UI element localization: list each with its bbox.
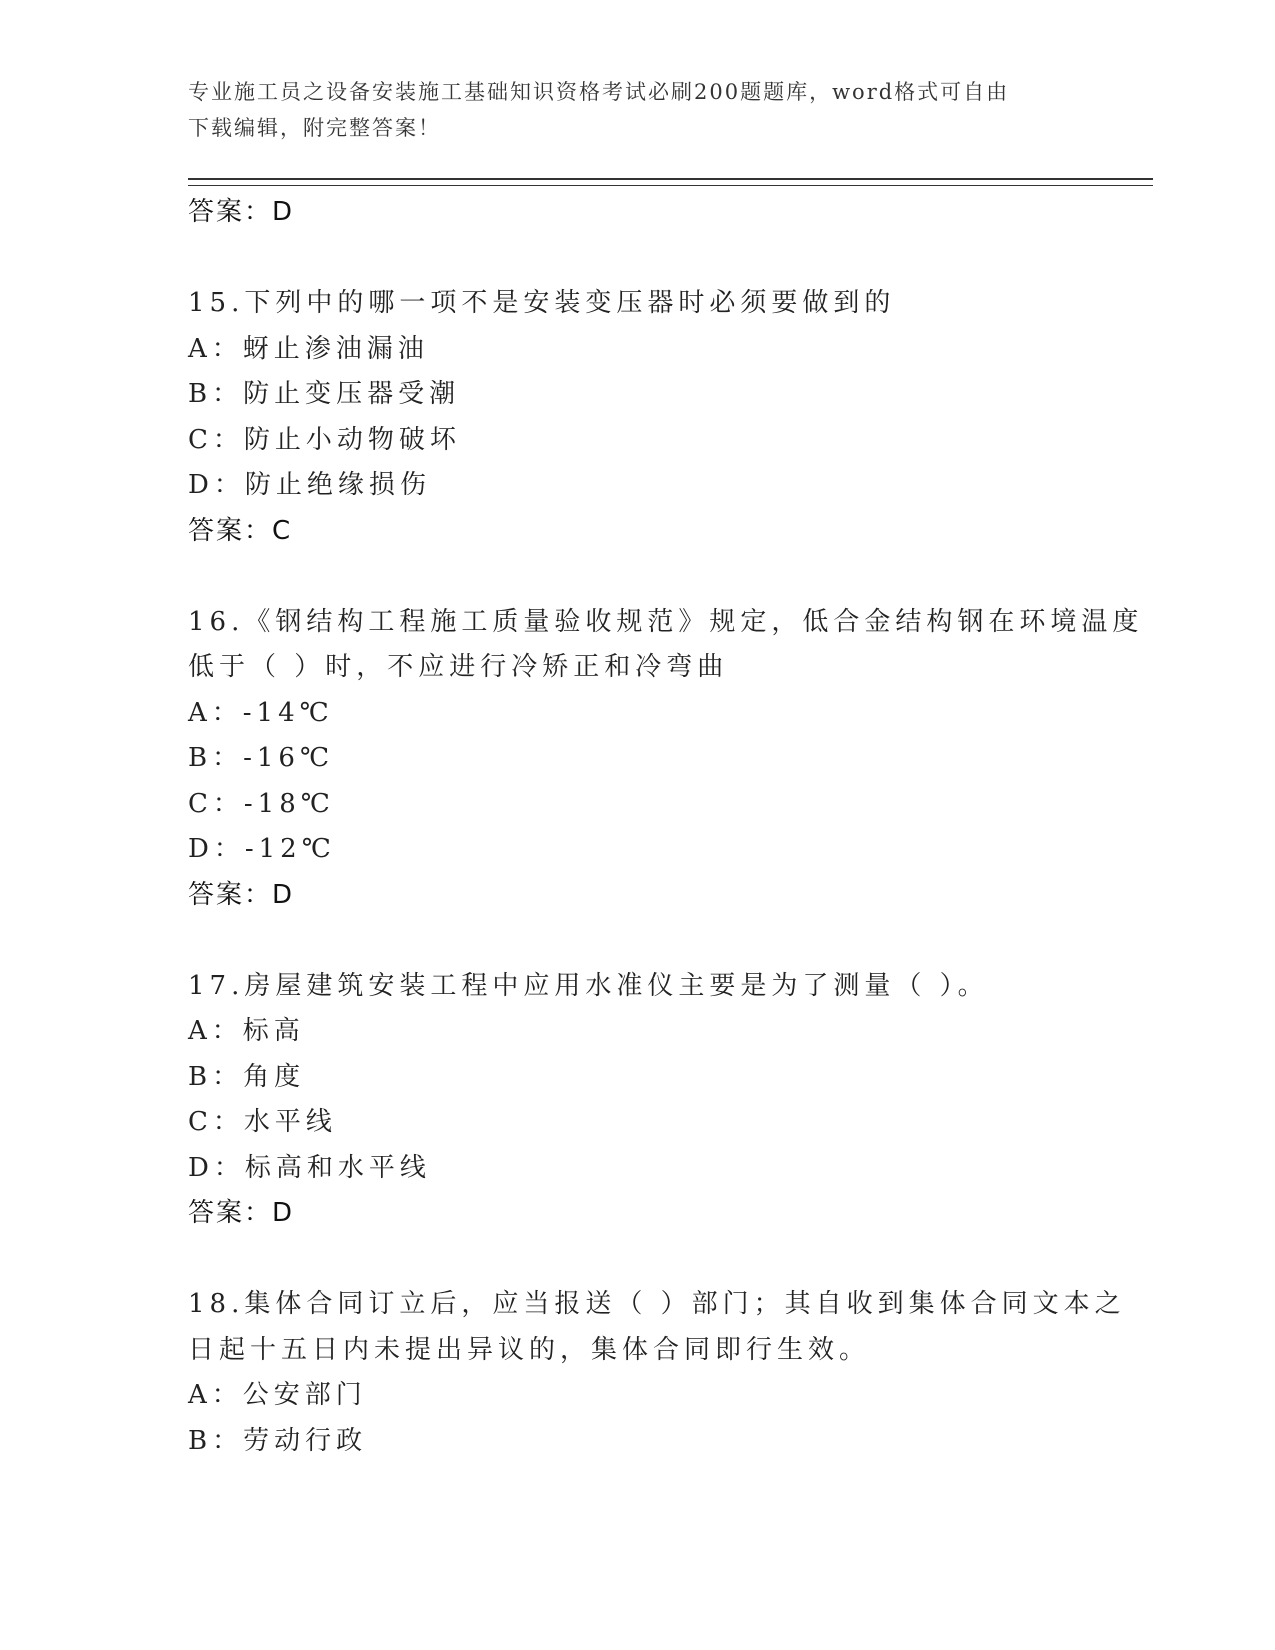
spacer [188, 918, 1128, 964]
option-b: B：角度 [188, 1061, 306, 1092]
option-b: B：-16℃ [188, 743, 335, 773]
question-block [188, 281, 1128, 554]
header-line-1: 专业施工员之设备安装施工基础知识资格考试必刷200题题库，word格式可自由 [188, 80, 1010, 104]
option-a: A：标高 [188, 1016, 305, 1046]
question-stem: 17.房屋建筑安装工程中应用水准仪主要是为了测量（ ）。 [188, 970, 989, 1001]
option-c: C：防止小动物破坏 [188, 424, 461, 455]
option-b: B：防止变压器受潮 [188, 379, 461, 409]
question-content [188, 190, 1144, 1464]
option-a: A：公安部门 [188, 1380, 367, 1410]
answer-line: 答案：D [188, 879, 295, 910]
option-b: B：劳动行政 [188, 1425, 368, 1456]
header-divider [188, 178, 1153, 186]
spacer [188, 236, 1128, 282]
spacer [188, 1237, 1128, 1283]
question-block [188, 964, 1128, 1237]
question-block [188, 600, 1144, 919]
question-stem: 15.下列中的哪一项不是安装变压器时必须要做到的 [188, 288, 896, 318]
question-stem-continued: 低于（ ）时，不应进行冷矫正和冷弯曲 [188, 652, 729, 682]
answer-line: 答案：D [188, 1198, 295, 1228]
option-d: D：防止绝缘损伤 [188, 470, 431, 500]
spacer [188, 554, 1128, 600]
option-c: C：-18℃ [188, 788, 335, 819]
answer-line: 答案：D [188, 197, 295, 227]
question-block [188, 1282, 1128, 1464]
question-stem: 16.《钢结构工程施工质量验收规范》规定，低合金结构钢在环境温度 [188, 606, 1144, 637]
answer-line: 答案：C [188, 515, 293, 546]
option-c: C：水平线 [188, 1107, 337, 1137]
option-d: D：-12℃ [188, 834, 336, 864]
document-header [188, 74, 1068, 146]
question-stem-continued: 日起十五日内未提出异议的，集体合同即行生效。 [188, 1334, 871, 1365]
option-a: A：蚜止渗油漏油 [188, 333, 429, 364]
question-stem: 18.集体合同订立后，应当报送（ ）部门；其自收到集体合同文本之 [188, 1289, 1126, 1319]
option-d: D：标高和水平线 [188, 1152, 431, 1183]
header-line-2: 下载编辑，附完整答案！ [188, 116, 441, 140]
option-a: A：-14℃ [188, 697, 334, 728]
